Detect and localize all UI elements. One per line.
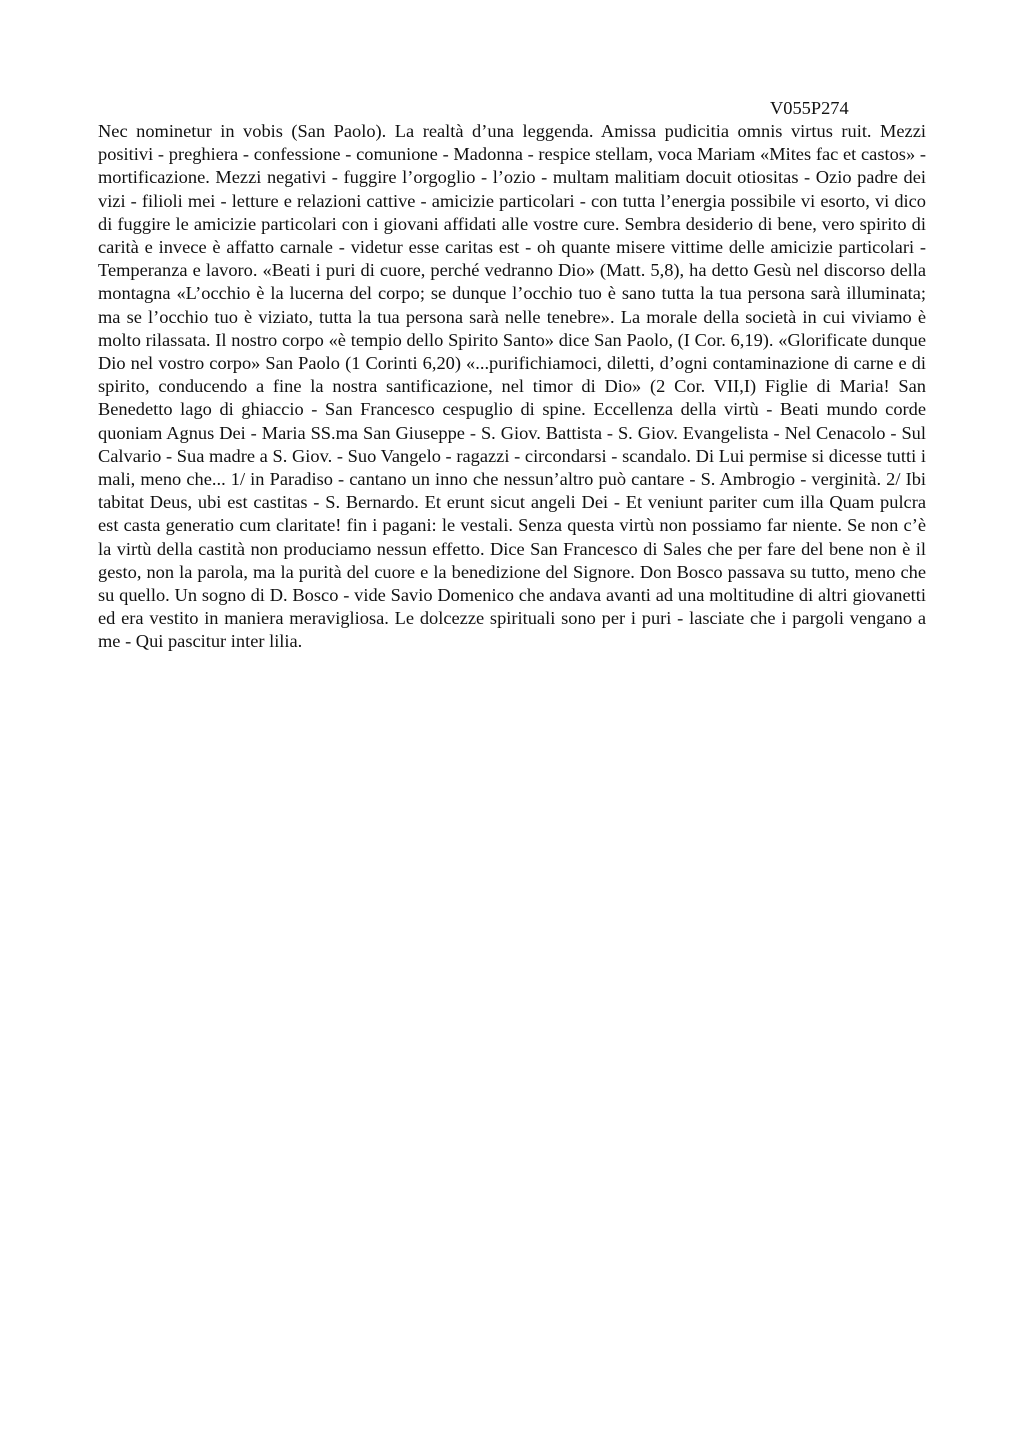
body-paragraph: Nec nominetur in vobis (San Paolo). La realtà d’una leggenda. Amissa pudicitia omnis virtus ruit. Mezzi positivi - preghiera - confessione - comunione - Madonna - respice stellam, voca Mariam «Mites fac et castos» - mortificazione. Mezzi negativi - fuggire l’orgoglio - l’ozio - multam malitiam docuit otiositas - Ozio padre dei vizi - filioli mei - letture e relazioni cattive - amicizie particolari - con tutta l’energia possibile vi esorto, vi dico di fuggire le amicizie particolari con i giovani affidati alle vostre cure. Sembra desiderio di bene, vero spirito di carità e invece è affatto carnale - videtur esse caritas est - oh quante misere vittime delle amicizie particolari - Temperanza e lavoro. «Beati i puri di cuore, perché vedranno Dio» (Matt. 5,8), ha detto Gesù nel discorso della montagna «L’occhio è la lucerna del corpo; se dunque l’occhio tuo è sano tutta la tua persona sarà illuminata; ma se l’occhio tuo è viziato, tutta la tua persona sarà nelle tenebre». La morale della società in cui viviamo è molto rilassata. Il nostro corpo «è tempio dello Spirito Santo» dice San Paolo, (I Cor. 6,19). «Glorificate dunque Dio nel vostro corpo» San Paolo (1 Corinti 6,20) «...purifichiamoci, diletti, d’ogni contaminazione di carne e di spirito, conducendo a fine la nostra santificazione, nel timor di Dio» (2 Cor. VII,I) Figlie di Maria! San Benedetto lago di ghiaccio - San Francesco cespuglio di spine. Eccellenza della virtù - Beati mundo corde quoniam Agnus Dei - Maria SS.ma San Giuseppe - S. Giov. Battista - S. Giov. Evangelista - Nel Cenacolo - Sul Calvario - Sua madre a S. Giov. - Suo Vangelo - ragazzi - circondarsi - scandalo. Di Lui permise si dicesse tutti i mali, meno che... 1/ in Paradiso - cantano un inno che nessun’altro può cantare - S. Ambrogio - verginità. 2/ Ibi tabitat Deus, ubi est castitas - S. Bernardo. Et erunt sicut angeli Dei - Et veniunt pariter cum illa Quam pulcra est casta generatio cum claritate! fin i pagani: le vestali. Senza questa virtù non possiamo far niente. Se non c’è la virtù della castità non produciamo nessun effetto. Dice San Francesco di Sales che per fare del bene non è il gesto, non la parola, ma la purità del cuore e la benedizione del Signore. Don Bosco passava su tutto, meno che su quello. Un sogno di D. Bosco - vide Savio Domenico che andava avanti ad una moltitudine di altri giovanetti ed era vestito in maniera meravigliosa. Le dolcezze spirituali sono per i puri - lasciate che i pargoli vengano a me - Qui pascitur inter lilia. [98, 121, 926, 652]
page-identifier: V055P274 [770, 98, 849, 118]
